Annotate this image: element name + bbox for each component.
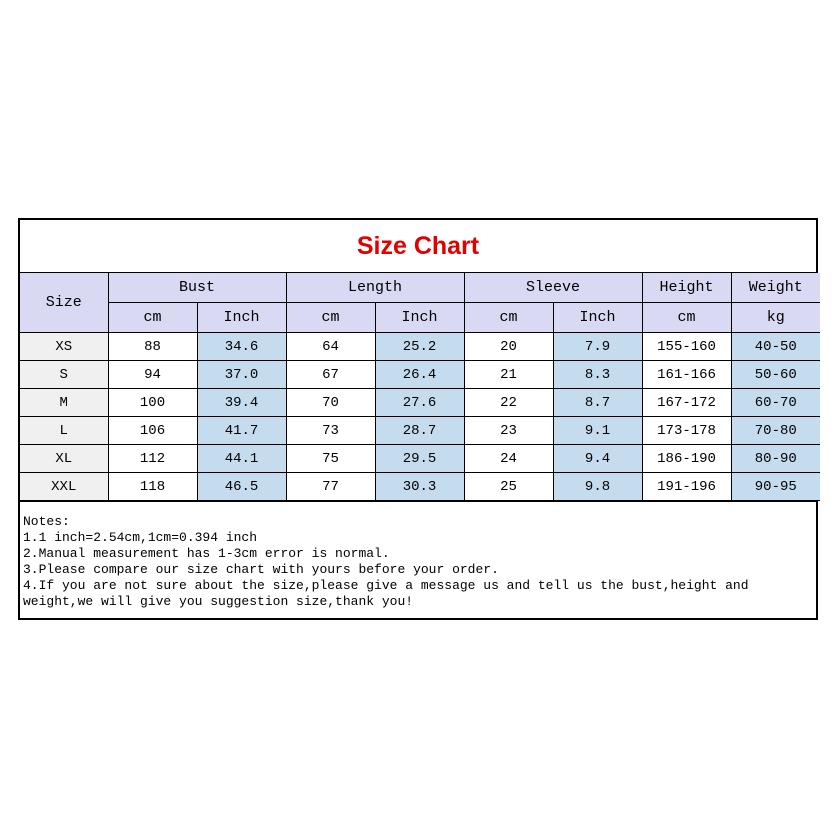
header-sleeve: Sleeve bbox=[464, 273, 642, 303]
weight-cell: 70-80 bbox=[731, 417, 820, 445]
size-cell: L bbox=[20, 417, 108, 445]
sleeve-cm-cell: 24 bbox=[464, 445, 553, 473]
sleeve-cm-cell: 22 bbox=[464, 389, 553, 417]
unit-height-cm: cm bbox=[642, 303, 731, 333]
size-cell: XS bbox=[20, 333, 108, 361]
unit-length-cm: cm bbox=[286, 303, 375, 333]
note-line: 4.If you are not sure about the size,please give a message us and tell us the bust,height and weight,we will give you suggestion size,thank you! bbox=[23, 578, 749, 609]
chart-title: Size Chart bbox=[20, 220, 816, 273]
length-cm-cell: 75 bbox=[286, 445, 375, 473]
sleeve-inch-cell: 7.9 bbox=[553, 333, 642, 361]
header-size: Size bbox=[20, 273, 108, 333]
length-cm-cell: 77 bbox=[286, 473, 375, 501]
table-row bbox=[20, 417, 820, 445]
size-cell: XL bbox=[20, 445, 108, 473]
size-table bbox=[20, 273, 820, 501]
length-cm-cell: 70 bbox=[286, 389, 375, 417]
length-inch-cell: 27.6 bbox=[375, 389, 464, 417]
unit-sleeve-cm: cm bbox=[464, 303, 553, 333]
length-inch-cell: 26.4 bbox=[375, 361, 464, 389]
bust-inch-cell: 41.7 bbox=[197, 417, 286, 445]
height-cell: 173-178 bbox=[642, 417, 731, 445]
length-inch-cell: 25.2 bbox=[375, 333, 464, 361]
header-length: Length bbox=[286, 273, 464, 303]
notes-heading: Notes: bbox=[23, 514, 70, 529]
length-cm-cell: 64 bbox=[286, 333, 375, 361]
sleeve-inch-cell: 9.8 bbox=[553, 473, 642, 501]
unit-weight-kg: kg bbox=[731, 303, 820, 333]
header-height: Height bbox=[642, 273, 731, 303]
unit-length-inch: Inch bbox=[375, 303, 464, 333]
notes-section bbox=[20, 501, 816, 618]
bust-inch-cell: 39.4 bbox=[197, 389, 286, 417]
bust-cm-cell: 88 bbox=[108, 333, 197, 361]
bust-cm-cell: 106 bbox=[108, 417, 197, 445]
size-cell: XXL bbox=[20, 473, 108, 501]
weight-cell: 90-95 bbox=[731, 473, 820, 501]
weight-cell: 50-60 bbox=[731, 361, 820, 389]
table-row bbox=[20, 389, 820, 417]
table-row bbox=[20, 473, 820, 501]
note-line: 2.Manual measurement has 1-3cm error is normal. bbox=[23, 546, 390, 561]
height-cell: 161-166 bbox=[642, 361, 731, 389]
header-weight: Weight bbox=[731, 273, 820, 303]
bust-inch-cell: 46.5 bbox=[197, 473, 286, 501]
bust-cm-cell: 112 bbox=[108, 445, 197, 473]
bust-inch-cell: 34.6 bbox=[197, 333, 286, 361]
sleeve-inch-cell: 8.7 bbox=[553, 389, 642, 417]
unit-sleeve-inch: Inch bbox=[553, 303, 642, 333]
length-cm-cell: 67 bbox=[286, 361, 375, 389]
bust-cm-cell: 94 bbox=[108, 361, 197, 389]
length-inch-cell: 29.5 bbox=[375, 445, 464, 473]
height-cell: 186-190 bbox=[642, 445, 731, 473]
length-cm-cell: 73 bbox=[286, 417, 375, 445]
sleeve-inch-cell: 9.4 bbox=[553, 445, 642, 473]
length-inch-cell: 28.7 bbox=[375, 417, 464, 445]
size-chart bbox=[18, 218, 818, 620]
unit-bust-inch: Inch bbox=[197, 303, 286, 333]
header-bust: Bust bbox=[108, 273, 286, 303]
table-row bbox=[20, 333, 820, 361]
length-inch-cell: 30.3 bbox=[375, 473, 464, 501]
height-cell: 167-172 bbox=[642, 389, 731, 417]
sleeve-inch-cell: 8.3 bbox=[553, 361, 642, 389]
bust-inch-cell: 37.0 bbox=[197, 361, 286, 389]
sleeve-cm-cell: 20 bbox=[464, 333, 553, 361]
height-cell: 191-196 bbox=[642, 473, 731, 501]
table-row bbox=[20, 445, 820, 473]
sleeve-cm-cell: 21 bbox=[464, 361, 553, 389]
height-cell: 155-160 bbox=[642, 333, 731, 361]
table-row bbox=[20, 361, 820, 389]
note-line: 3.Please compare our size chart with yours before your order. bbox=[23, 562, 499, 577]
note-line: 1.1 inch=2.54cm,1cm=0.394 inch bbox=[23, 530, 258, 545]
weight-cell: 80-90 bbox=[731, 445, 820, 473]
bust-cm-cell: 118 bbox=[108, 473, 197, 501]
size-cell: S bbox=[20, 361, 108, 389]
weight-cell: 60-70 bbox=[731, 389, 820, 417]
size-cell: M bbox=[20, 389, 108, 417]
sleeve-cm-cell: 23 bbox=[464, 417, 553, 445]
bust-cm-cell: 100 bbox=[108, 389, 197, 417]
bust-inch-cell: 44.1 bbox=[197, 445, 286, 473]
sleeve-inch-cell: 9.1 bbox=[553, 417, 642, 445]
sleeve-cm-cell: 25 bbox=[464, 473, 553, 501]
unit-bust-cm: cm bbox=[108, 303, 197, 333]
weight-cell: 40-50 bbox=[731, 333, 820, 361]
